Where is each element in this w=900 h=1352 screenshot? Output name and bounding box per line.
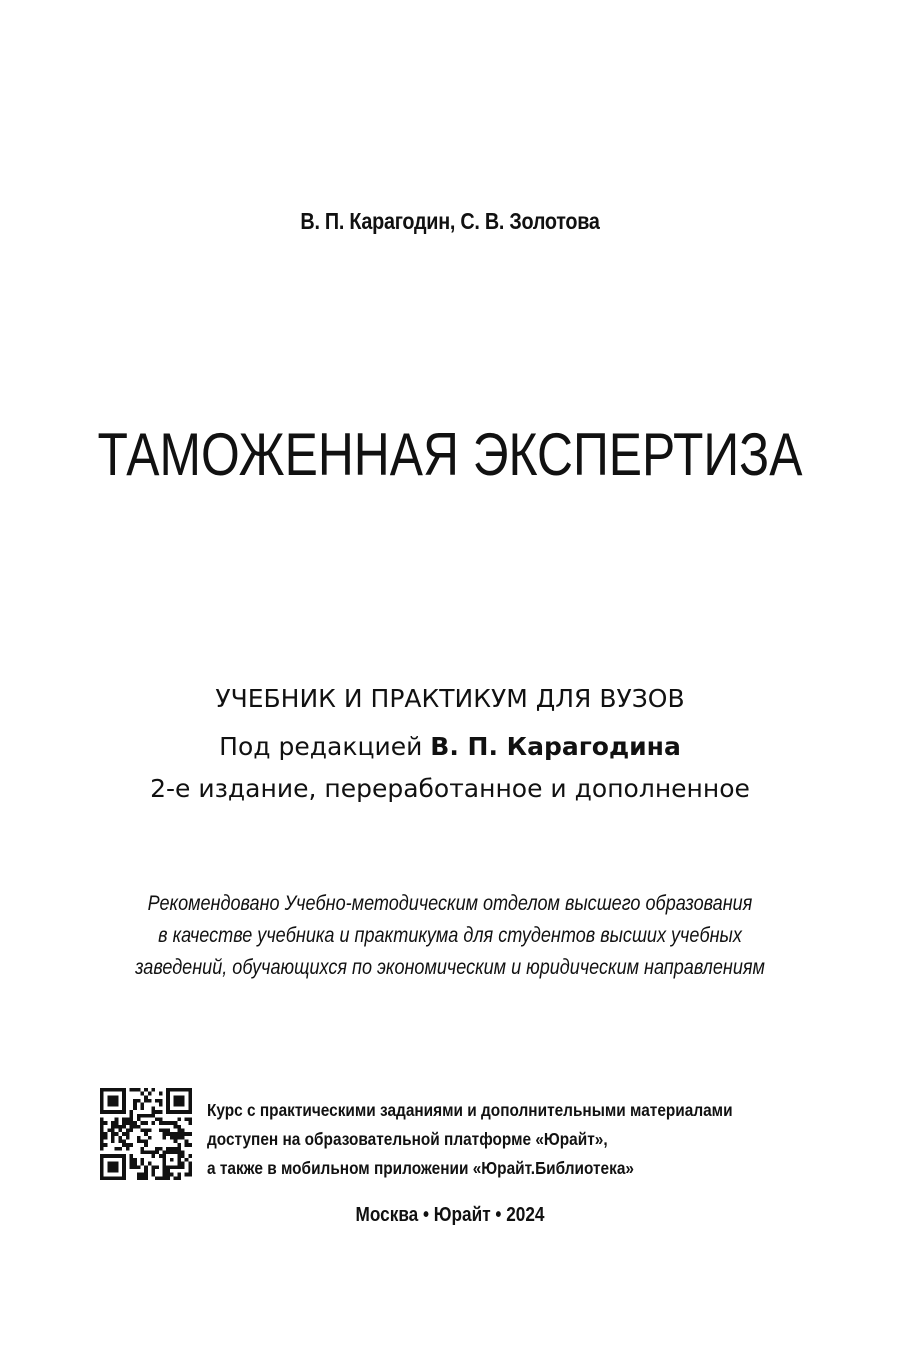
authors: В. П. Карагодин, С. В. Золотова [300,208,600,234]
course-line-3: а также в мобильном приложении «Юрайт.Библиотека» [207,1158,634,1178]
recommendation [63,888,837,984]
book-type: УЧЕБНИК И ПРАКТИКУМ ДЛЯ ВУЗОВ [215,684,685,713]
recommendation-line-1: Рекомендовано Учебно-методическим отделом высшего образования [147,892,753,915]
book-title: ТАМОЖЕННАЯ ЭКСПЕРТИЗА [97,421,803,488]
editor-prefix: Под редакцией [219,732,431,761]
course-line-1: Курс с практическими заданиями и дополнительными материалами [207,1100,733,1120]
editor-line [0,732,900,761]
edition-info: 2-е издание, переработанное и дополненное [150,774,750,803]
imprint: Москва • Юрайт • 2024 [355,1204,545,1226]
course-line-2: доступен на образовательной платформе «Юрайт», [207,1129,608,1149]
qr-code-icon[interactable] [100,1088,192,1180]
course-info [207,1096,788,1183]
recommendation-line-2: в качестве учебника и практикума для студентов высших учебных [158,924,742,947]
recommendation-line-3: заведений, обучающихся по экономическим и юридическим направлениям [135,956,765,979]
editor-name: В. П. Карагодина [430,732,681,761]
